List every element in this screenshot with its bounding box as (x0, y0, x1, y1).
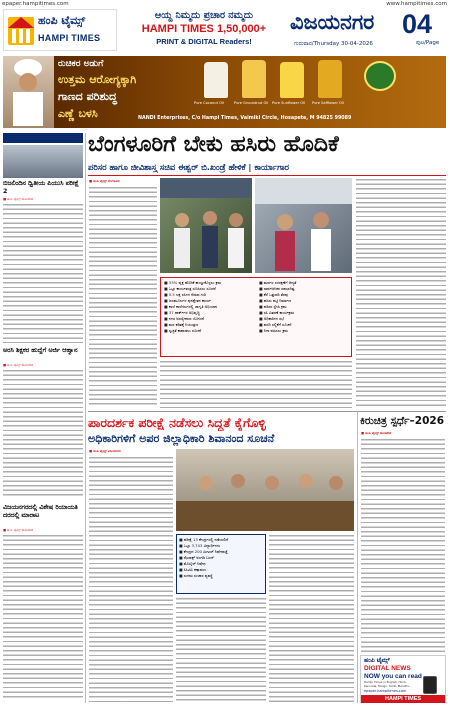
lead-fact: ■ ಕೆರೆ ಒತ್ತುವರಿ ತೆರವು (259, 292, 289, 297)
lead-fact: ■ ಮರ ಕಡಿತಕ್ಕೆ ನಿಯಂತ್ರಣ (164, 322, 198, 327)
second-fact: ■ ಸಿಸಿಟಿವಿ ಕಣ್ಗಾವಲು (179, 567, 206, 572)
lead-col1-body (89, 186, 157, 408)
lead-fact: ■ ಸಾರ್ವಜನಿಕರ ಸಹಭಾಗಿತ್ವ (259, 286, 295, 291)
sidebar-divider (85, 133, 86, 703)
sidebar-story1-body (3, 203, 83, 343)
product-label-3: Pure Sunflower Oil (272, 101, 306, 105)
lead-photo-1 (160, 178, 252, 273)
safflower-bottle-icon (318, 60, 342, 98)
house-ad-banner: HAMPI TIMES (361, 695, 445, 703)
logo-emblem-icon (6, 14, 36, 47)
sidebar-story1-byline: ■ ಹಂಪಿ ಟೈಮ್ಸ್ ಹೊಸಪೇಟೆ (3, 197, 33, 201)
second-fact: ■ ಝೆರಾಕ್ಸ್ ಅಂಗಡಿ ಬಂದ್ (179, 555, 214, 560)
lead-rule (88, 175, 446, 176)
lead-facts-list-1 (164, 280, 254, 334)
advert-line3: ಗಾಣದ ಪರಿಶುದ್ಧ (58, 90, 117, 103)
promo-line2: HAMPI TIMES 1,50,000+ (141, 23, 267, 35)
lead-fact: ■ 5.5 ಲಕ್ಷ ಸಸಿಗಳ ನೆಡುವ ಗುರಿ (164, 292, 206, 297)
lead-subhead: ಪರಿಸರ ಹಾಗೂ ಜೀವಿಶಾಸ್ತ್ರ ಸಚಿವ ಈಶ್ವರ್ ಬಿ.ಖಂಡ್ರೆ ಹೇಳಿಕೆ | ಕಾರ್ಯಾಗಾರ (88, 162, 289, 172)
sidebar-story3-body (3, 534, 83, 699)
lead-fact: ■ ಪರಿಸರ ಸ್ನೇಹಿ ಕ್ರಮ (259, 304, 287, 309)
advert-line2: ಉತ್ತಮ ಆರೋಗ್ಯಕ್ಕಾಗಿ (58, 73, 137, 86)
right-column-divider (357, 411, 358, 703)
sidebar-story3-title: ವಿಜಯನಗರದಲ್ಲಿ ವಿಶೇಷ ರಿಯಾಯತಿ ದರದಲ್ಲಿ ಮಾರಾಟ (3, 504, 78, 519)
third-body (361, 438, 445, 652)
city-name: ವಿಜಯನಗರ (290, 9, 375, 34)
page-label: ಪುಟ/Page (416, 40, 440, 46)
second-rule (88, 411, 446, 412)
lead-bottom-body (160, 360, 352, 408)
promo-banner (118, 9, 290, 51)
sunflower-bottle-icon (280, 62, 304, 98)
logo-english: HAMPI TIMES (38, 33, 101, 43)
lead-fact: ■ ಅಧಿಕಾರಿಗಳ ಸಭೆ (259, 316, 284, 321)
house-ad[interactable] (360, 655, 446, 703)
coconut-bottle-icon (204, 62, 228, 98)
product-label-1: Pure Coconut Oil (194, 101, 224, 105)
lead-headline[interactable]: ಬೆಂಗಳೂರಿಗೆ ಬೇಕು ಹಸಿರು ಹೊದಿಕೆ (88, 132, 339, 157)
lead-fact: ■ ಒಟ್ಟು ಕಾರ್ಯತಂತ್ರ ರೂಪಿಸಲು ಸೂಚನೆ (164, 286, 216, 291)
second-facts-box (176, 534, 266, 594)
footer-color-dots-right (360, 703, 388, 712)
lead-fact: ■ ನಗರ ಅರಣ್ಯೀಕರಣ ಯೋಜನೆ (164, 316, 204, 321)
sidebar-story1-photo (3, 145, 83, 178)
second-fact: ■ ಮೊಬೈಲ್ ನಿಷೇಧ (179, 561, 206, 566)
second-col1-body (89, 456, 173, 702)
lead-fact: ■ ಮರಗಳ ಸಂರಕ್ಷಣೆಗೆ ಆದ್ಯತೆ (259, 280, 297, 285)
lead-fact: ■ ನಿಗಾ ವಹಿಸಲು ಕ್ರಮ (259, 328, 288, 333)
sidebar-story3-byline: ■ ಹಂಪಿ ಟೈಮ್ಸ್ ಹೊಸಪೇಟೆ (3, 528, 33, 532)
lead-fact: ■ ವರದಿ ಸಲ್ಲಿಕೆಗೆ ಸೂಚನೆ (259, 322, 292, 327)
second-fact: ■ ಸುಗಮ ಸಂಚಾರ ವ್ಯವಸ್ಥೆ (179, 573, 213, 578)
second-col3-body (269, 534, 354, 702)
house-ad-line1: DIGITAL NEWS (364, 665, 411, 672)
lead-fact: ■ ಸ್ವಚ್ಛತೆ ಕಾಪಾಡಲು ಸೂಚನೆ (164, 328, 202, 333)
house-ad-line4: epaper.hampitimes.com (364, 689, 407, 693)
sidebar-story2-body (3, 369, 83, 499)
sidebar-story2-title: ಅರಸಿ ಶಿಕ್ಷಕರ ಹುದ್ದೆಗೆ ಅರ್ಜಿ ಆಹ್ವಾನ (3, 347, 78, 354)
lead-fact: ■ ಜಲಮೂಲಗಳ ಪುನಶ್ಚೇತನ ಕಾರ್ಯ (164, 298, 211, 303)
lead-byline: ■ ಹಂಪಿ ಟೈಮ್ಸ್ ಬೆಂಗಳೂರು (89, 179, 120, 183)
advert-address: NANDI Enterprises, C/o Hampi Times, Valmiki Circle, Hosapete, M 94825 99089 (138, 116, 352, 121)
advert-brand-logo (364, 61, 396, 91)
lead-facts-list-2 (259, 280, 349, 334)
lead-fact: ■ ಸಸಿ ವಿತರಣೆ ಕಾರ್ಯಕ್ರಮ (259, 310, 295, 315)
lead-fact: ■ 33% ವೃಕ್ಷ ಹೊದಿಕೆ ಕಾಯ್ದುಕೊಳ್ಳಲು ಕ್ರಮ (164, 280, 222, 285)
lead-facts-box (160, 277, 352, 357)
third-byline: ■ ಹಂಪಿ ಟೈಮ್ಸ್ ಹೊಸಪೇಟೆ (361, 431, 392, 435)
product-label-2: Pure Groundnut Oil (234, 101, 269, 105)
sidebar-story2-byline: ■ ಹಂಪಿ ಟೈಮ್ಸ್ ಹೊಸಪೇಟೆ (3, 363, 33, 367)
second-headline-line1[interactable]: ಪಾರದರ್ಶಕ ಪರೀಕ್ಷೆ ನಡೆಸಲು ಸಿದ್ಧತೆ ಕೈಗೊಳ್ಳಿ (88, 415, 266, 430)
logo-kannada: ಹಂಪಿ ಟೈಮ್ಸ್ (38, 14, 86, 27)
second-fact: ■ ಕೇಂದ್ರದ 200 ಮೀಟರ್ ನಿಷೇಧಾಜ್ಞೆ (179, 549, 228, 554)
page-number: 04 (402, 9, 433, 39)
groundnut-bottle-icon (242, 60, 266, 98)
sidebar-tag-bar (3, 133, 83, 143)
website-right[interactable]: www.hampitimes.com (386, 1, 447, 7)
advert-line4: ಎಣ್ಣೆ ಬಳಸಿ (58, 107, 98, 120)
product-label-4: Pure Safflower Oil (312, 101, 344, 105)
lead-fact: ■ ಶಾಲೆ ಕಾಲೇಜುಗಳಲ್ಲಿ ಜಾಗೃತಿ ಅಭಿಯಾನ (164, 304, 218, 309)
website-left[interactable]: epaper.hampitimes.com (2, 1, 69, 7)
lead-col4-body (356, 178, 446, 408)
house-ad-line3: Hampi Times in English, Hindi, Kannada, Telugu, Tamil, Marathi... (364, 680, 412, 688)
second-col2-body (176, 597, 266, 702)
promo-line1: ಆಯ್ದ ನಿಮ್ಮದು ಪ್ರಚಾರ ನಮ್ಮದು (154, 10, 254, 21)
chef-photo (3, 56, 54, 128)
second-photo (176, 449, 354, 531)
house-ad-logo: ಹಂಪಿ ಟೈಮ್ಸ್ (364, 657, 390, 664)
lead-photo-2 (255, 178, 352, 273)
advert-line1: ರುಚಿಕರ ಅಡುಗೆ (58, 59, 104, 69)
issue-date: ಗುರುವಾರ/Thursday 30-04-2026 (294, 41, 373, 47)
masthead-logo (3, 9, 117, 51)
second-fact: ■ ಪರೀಕ್ಷೆ 13 ಕೇಂದ್ರಗಳಲ್ಲಿ ನಡೆಯಲಿದೆ (179, 537, 229, 542)
lead-fact: ■ 37 ಪಾರ್ಕ್‌ಗಳ ಅಭಿವೃದ್ಧಿ (164, 310, 200, 315)
footer-color-dots-left (40, 703, 68, 712)
lead-fact: ■ ಹಸಿರು ಪಟ್ಟಿ ನಿರ್ಮಾಣ (259, 298, 291, 303)
phone-icon (423, 676, 437, 694)
house-ad-line2: NOW you can read (364, 673, 422, 680)
second-headline-line2: ಅಧಿಕಾರಿಗಳಿಗೆ ಅಪರ ಜಿಲ್ಲಾಧಿಕಾರಿ ಶಿವಾನಂದ ಸೂಚನೆ (88, 432, 275, 445)
third-headline[interactable]: ಕಿರುಚಿತ್ರ ಸ್ಪರ್ಧೆ–2026 (360, 415, 445, 427)
promo-line3: PRINT & DIGITAL Readers! (156, 37, 252, 46)
second-byline: ■ ಹಂಪಿ ಟೈಮ್ಸ್ ವಿಜಯನಗರ (89, 449, 121, 453)
sidebar-story1-title: ಬಿಜಲಿಂದಿನ ಧ್ವಿತೀಯ ಪಿಯುಸಿ ಪರೀಕ್ಷೆ 2 (3, 180, 79, 195)
second-fact: ■ ಒಟ್ಟು 3,743 ವಿದ್ಯಾರ್ಥಿಗಳು (179, 543, 221, 548)
oil-advert[interactable] (54, 56, 446, 128)
